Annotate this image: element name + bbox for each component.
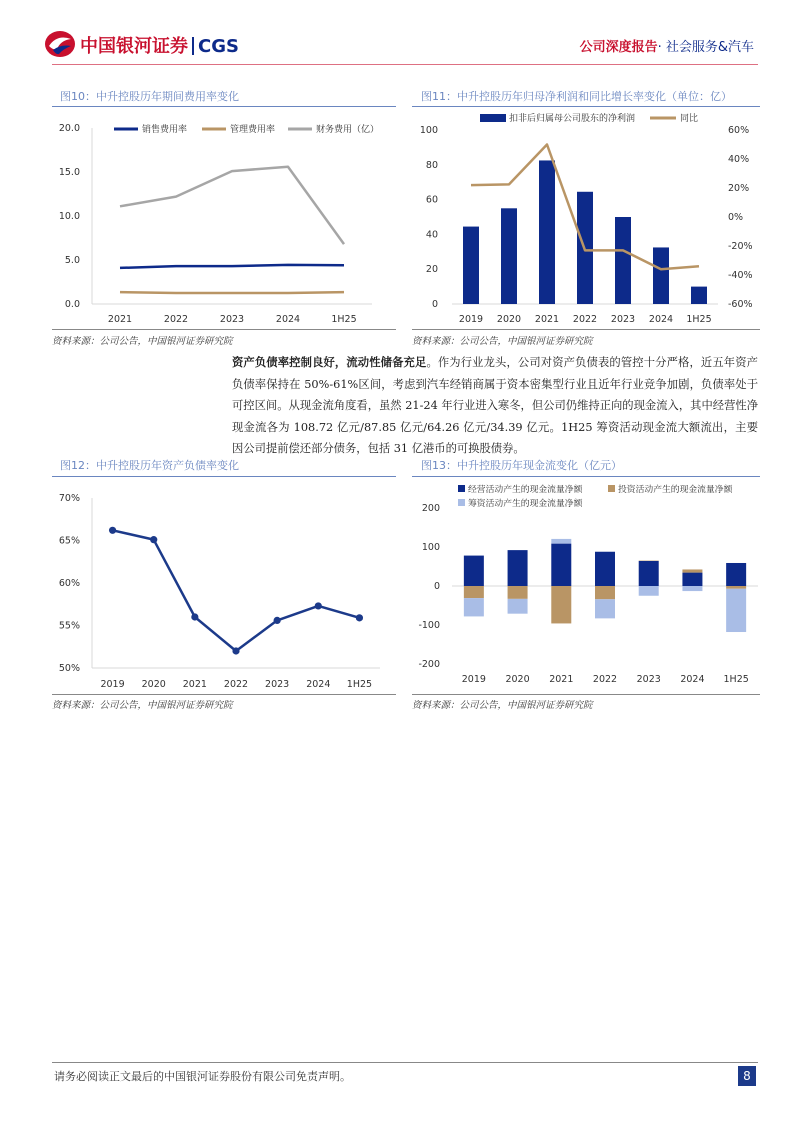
cashflow-bar-segment [464, 598, 484, 616]
x-tick-label: 2023 [636, 674, 661, 685]
y-tick-label: 5.0 [64, 255, 80, 266]
y-tick-label: 100 [419, 125, 438, 136]
brand-name [80, 32, 239, 58]
x-tick-label: 2019 [458, 314, 484, 325]
figure-title-underline [52, 106, 396, 107]
figure-source: 资料来源：公司公告，中国银河证券研究院 [52, 700, 233, 711]
brand-separator [192, 37, 194, 55]
y-tick-label: 40 [425, 229, 438, 241]
y-tick-label: 0.0 [64, 299, 80, 310]
y-tick-label: 15.0 [58, 167, 80, 178]
figure-title-underline [52, 476, 396, 477]
brand-en: CGS [198, 36, 239, 57]
y-tick-label: 10.0 [58, 211, 80, 222]
debt-ratio-chart [52, 482, 396, 692]
x-tick-label: 2024 [680, 674, 705, 685]
profit-bar [463, 227, 479, 304]
legend-label: 管理费用率 [230, 125, 276, 135]
profit-bar [539, 160, 555, 304]
cashflow-bar-segment [682, 586, 702, 591]
page-header [0, 0, 794, 68]
x-tick-label: 2019 [461, 674, 486, 685]
cashflow-bar-segment [551, 544, 571, 586]
x-tick-label: 2020 [141, 679, 166, 690]
legend-label: 财务费用（亿） [316, 125, 380, 135]
data-point [191, 613, 198, 620]
footer-divider [52, 1062, 758, 1063]
cashflow-bar-segment [682, 569, 702, 572]
cashflow-bar-segment [595, 552, 615, 586]
cashflow-bar-segment [726, 589, 746, 632]
cashflow-bar-segment [464, 586, 484, 598]
cashflow-bar-segment [595, 586, 615, 599]
cashflow-bar-segment [639, 561, 659, 586]
legend-label: 投资活动产生的现金流量净额 [618, 485, 733, 495]
legend-swatch [458, 485, 465, 492]
series-line [120, 167, 344, 244]
cashflow-bar-segment [508, 599, 528, 614]
y-tick-label: 55% [58, 620, 80, 632]
y-tick-label: 50% [58, 663, 80, 674]
x-tick-label: 2022 [223, 679, 249, 690]
x-tick-label: 2022 [572, 314, 598, 325]
profit-bar [501, 208, 517, 304]
x-tick-label: 2020 [496, 314, 522, 325]
x-tick-label: 2021 [549, 674, 574, 685]
y-tick-label: 80 [425, 159, 438, 171]
cashflow-bar-segment [639, 586, 659, 596]
x-tick-label: 2024 [648, 314, 674, 325]
x-tick-label: 1H25 [686, 314, 712, 325]
paragraph-text: 。作为行业龙头，公司对资产负债表的管控十分严格，近五年资产负债率保持在 50%-61%区间，考虑到汽车经销商属于资本密集型行业且近年行业竞争加剧，负债率处于可控区间。从现金流角度看，虽然 21-24 年行业进入寒冬，但公司仍维持正向的现金流入，其中经营性净现金流各为 108.72 亿元/87.85 亿元/64.26 亿元/34.39 亿元。1H25 筹资活动现金流大额流出，主要因公司提前偿还部分债务，包括 31 亿港币的可换股债券。 [232, 356, 758, 455]
y-tick-label: 100 [421, 542, 440, 553]
x-tick-label: 2023 [265, 679, 290, 690]
footer-disclaimer: 请务必阅读正文最后的中国银河证券股份有限公司免责声明。 [54, 1070, 351, 1083]
legend-label: 扣非后归属母公司股东的净利润 [509, 114, 636, 124]
cashflow-bar-segment [595, 599, 615, 618]
page-number: 8 [738, 1066, 756, 1086]
legend-label: 经营活动产生的现金流量净额 [468, 485, 583, 495]
x-tick-label: 2022 [163, 314, 189, 325]
legend-label: 销售费用率 [142, 125, 188, 135]
source-divider [52, 694, 396, 695]
y2-tick-label: 0% [728, 212, 744, 223]
figure-title: 图12：中升控股历年资产负债率变化 [60, 459, 239, 472]
report-type: 公司深度报告 [579, 40, 658, 55]
y2-tick-label: 40% [728, 154, 750, 165]
cashflow-bar-segment [682, 573, 702, 586]
x-tick-label: 2023 [610, 314, 636, 325]
cashflow-bar-segment [551, 586, 571, 623]
y-tick-label: 70% [58, 493, 80, 504]
debt-ratio-line [113, 530, 360, 651]
x-tick-label: 2023 [219, 314, 245, 325]
legend-label: 同比 [680, 114, 699, 124]
series-line [120, 265, 344, 268]
cashflow-bar-segment [464, 556, 484, 586]
figure-source: 资料来源：公司公告，中国银河证券研究院 [412, 336, 593, 347]
y2-tick-label: -40% [728, 270, 753, 281]
series-line [120, 292, 344, 293]
figure-source: 资料来源：公司公告，中国银河证券研究院 [412, 700, 593, 711]
y-tick-label: 20.0 [58, 123, 80, 134]
header-divider [52, 64, 758, 65]
legend-swatch [608, 485, 615, 492]
cash-flow-chart [412, 480, 760, 692]
expense-ratio-chart [52, 112, 396, 328]
legend-label: 筹资活动产生的现金流量净额 [468, 499, 583, 509]
paragraph-lead: 资产负债率控制良好，流动性储备充足 [232, 356, 427, 369]
figure-title: 图13：中升控股历年现金流变化（亿元） [421, 459, 622, 472]
x-tick-label: 2022 [592, 674, 618, 685]
report-sector: · 社会服务&汽车 [657, 40, 754, 55]
y-tick-label: 65% [58, 535, 80, 547]
x-tick-label: 2021 [182, 679, 207, 690]
figure-title-underline [412, 476, 760, 477]
y2-tick-label: -20% [728, 241, 753, 252]
cashflow-bar-segment [726, 586, 746, 589]
body-paragraph [232, 352, 758, 460]
x-tick-label: 2019 [100, 679, 125, 690]
data-point [150, 536, 157, 543]
y-tick-label: 0 [433, 581, 440, 592]
x-tick-label: 2021 [107, 314, 133, 325]
cashflow-bar-segment [726, 563, 746, 586]
y-tick-label: 200 [421, 503, 440, 514]
cgs-logo-icon [44, 30, 76, 58]
profit-bar [691, 287, 707, 304]
cashflow-bar-segment [551, 539, 571, 544]
x-tick-label: 2020 [505, 674, 530, 685]
y-tick-label: -200 [418, 659, 440, 670]
data-point [232, 647, 239, 654]
source-divider [412, 329, 760, 330]
legend-swatch [458, 499, 465, 506]
x-tick-label: 1H25 [331, 314, 357, 325]
net-profit-chart [412, 108, 760, 328]
data-point [315, 602, 322, 609]
y-tick-label: 0 [431, 299, 438, 310]
x-tick-label: 2024 [306, 679, 331, 690]
x-tick-label: 1H25 [723, 674, 749, 685]
y-tick-label: -100 [418, 620, 440, 631]
data-point [274, 617, 281, 624]
data-point [356, 614, 363, 621]
source-divider [52, 329, 396, 330]
profit-bar [615, 217, 631, 304]
figure-title-underline [412, 106, 760, 107]
x-tick-label: 2021 [534, 314, 560, 325]
report-category [580, 36, 754, 55]
y2-tick-label: 60% [728, 125, 750, 136]
figure-title: 图10：中升控股历年期间费用率变化 [60, 90, 239, 103]
y-tick-label: 60 [425, 194, 438, 206]
y-tick-label: 60% [58, 578, 80, 589]
data-point [109, 527, 116, 534]
y2-tick-label: 20% [728, 183, 750, 194]
profit-bar [653, 247, 669, 304]
y2-tick-label: -60% [728, 299, 753, 310]
x-tick-label: 1H25 [346, 679, 373, 690]
y-tick-label: 20 [425, 264, 438, 276]
cashflow-bar-segment [508, 550, 528, 586]
cashflow-bar-segment [508, 586, 528, 599]
legend-swatch [480, 114, 506, 122]
source-divider [412, 694, 760, 695]
figure-title: 图11：中升控股历年归母净利润和同比增长率变化（单位：亿） [421, 90, 732, 103]
x-tick-label: 2024 [275, 314, 301, 325]
brand-cn: 中国银河证券 [80, 36, 188, 57]
figure-source: 资料来源：公司公告，中国银河证券研究院 [52, 336, 233, 347]
